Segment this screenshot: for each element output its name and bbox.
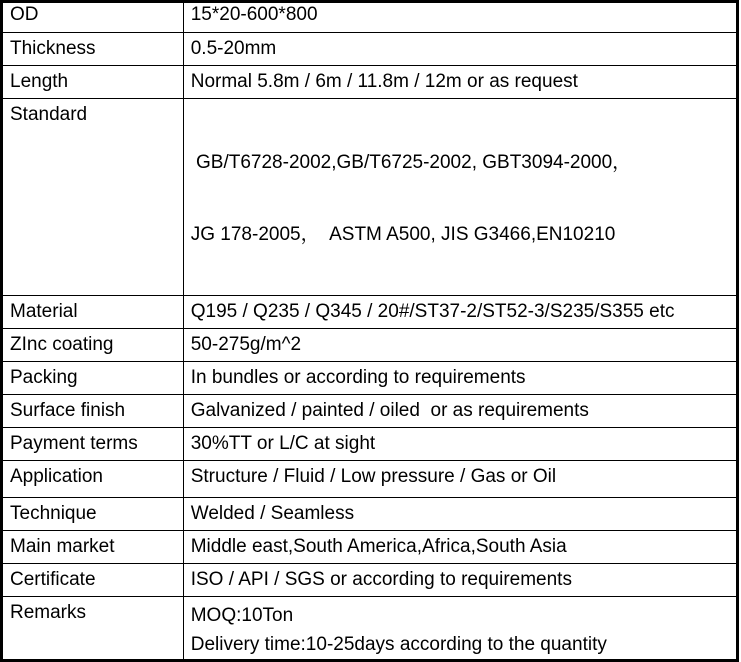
row-value-line: MOQ:10Ton — [190, 605, 294, 626]
table-row — [2, 531, 738, 564]
row-value-line: ISO / API / SGS or according to requirements — [190, 569, 572, 590]
row-label: Surface finish — [2, 395, 184, 428]
table-row — [2, 428, 738, 461]
row-value-line: JG 178-2005， ASTM A500, JIS G3466,EN10210 — [190, 224, 616, 245]
row-value — [183, 461, 737, 498]
row-value — [183, 296, 737, 329]
table-row — [2, 564, 738, 597]
table-row — [2, 329, 738, 362]
row-label: Packing — [2, 362, 184, 395]
row-value — [183, 66, 737, 99]
row-label: Material — [2, 296, 184, 329]
table-row — [2, 395, 738, 428]
row-value-line: Galvanized / painted / oiled or as requirements — [190, 400, 589, 421]
row-value — [183, 33, 737, 66]
row-label: Standard — [2, 99, 184, 296]
row-value — [183, 395, 737, 428]
row-label: Length — [2, 66, 184, 99]
row-value — [183, 597, 737, 661]
table-row — [2, 33, 738, 66]
row-value — [183, 329, 737, 362]
row-value — [183, 362, 737, 395]
row-value-line: GB/T6728-2002,GB/T6725-2002, GBT3094-2000， — [190, 152, 632, 173]
row-label: ZInc coating — [2, 329, 184, 362]
table-row — [2, 296, 738, 329]
row-value-line: Delivery time:10-25days according to the quantity — [190, 634, 607, 655]
row-value — [183, 498, 737, 531]
row-label: Technique — [2, 498, 184, 531]
table-row — [2, 498, 738, 531]
row-value-line: 30%TT or L/C at sight — [190, 433, 376, 454]
table-row — [2, 597, 738, 661]
row-label: Thickness — [2, 33, 184, 66]
row-label: Payment terms — [2, 428, 184, 461]
table-row — [2, 461, 738, 498]
row-value — [183, 99, 737, 296]
row-value-line: Middle east,South America,Africa,South Asia — [190, 536, 567, 557]
row-label: Remarks — [2, 597, 184, 661]
row-label: Application — [2, 461, 184, 498]
row-value-line: Q195 / Q235 / Q345 / 20#/ST37-2/ST52-3/S235/S355 etc — [190, 301, 675, 322]
row-value-line: In bundles or according to requirements — [190, 367, 526, 388]
row-value-line: Welded / Seamless — [190, 503, 355, 524]
row-label: Certificate — [2, 564, 184, 597]
row-value-line: Normal 5.8m / 6m / 11.8m / 12m or as request — [190, 71, 578, 92]
row-value-line: Structure / Fluid / Low pressure / Gas or Oil — [190, 466, 557, 487]
row-label: Main market — [2, 531, 184, 564]
table-row — [2, 66, 738, 99]
row-value — [183, 531, 737, 564]
row-value-line: 15*20-600*800 — [190, 4, 318, 25]
row-value-line: 50-275g/m^2 — [190, 334, 302, 355]
row-value — [183, 2, 737, 33]
table-row — [2, 2, 738, 33]
table-row — [2, 99, 738, 296]
row-value — [183, 564, 737, 597]
row-label: OD — [2, 2, 184, 33]
row-value — [183, 428, 737, 461]
row-value-line: 0.5-20mm — [190, 38, 277, 59]
table-row — [2, 362, 738, 395]
